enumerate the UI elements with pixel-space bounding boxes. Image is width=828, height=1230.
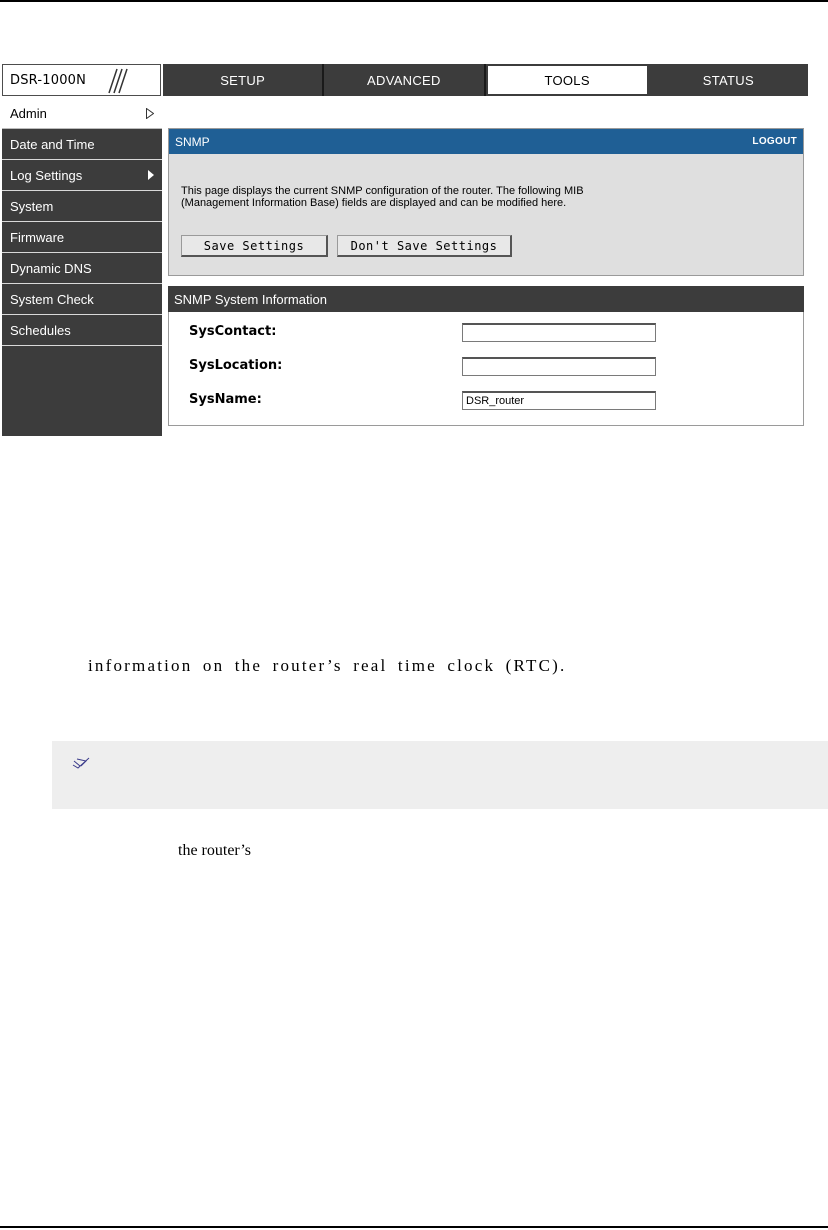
tab-setup[interactable]: SETUP	[163, 64, 324, 96]
page-top-rule	[0, 0, 828, 2]
sidebar-item-label: Date and Time	[10, 136, 95, 152]
sidebar-item-system[interactable]	[2, 191, 162, 222]
sidebar-item-date-time[interactable]	[2, 129, 162, 160]
router-ui-screenshot	[2, 64, 808, 436]
slash-logo-icon	[107, 67, 129, 95]
document-text-fragment: the router’s	[178, 842, 252, 859]
panel-description: This page displays the current SNMP configuration of the router. The following MIB (Management Information Base) fields are displayed and can be modified here.	[181, 185, 584, 209]
sidebar-item-firmware[interactable]	[2, 222, 162, 253]
sidebar-item-label: Log Settings	[10, 167, 83, 183]
model-name: DSR-1000N	[10, 73, 87, 88]
tab-tools[interactable]: TOOLS	[486, 64, 649, 96]
sidebar-item-label: System	[10, 198, 54, 214]
pencil-note-icon	[72, 756, 90, 770]
syscontact-label: SysContact:	[189, 324, 277, 339]
sidebar-item-admin[interactable]	[2, 98, 162, 129]
tab-advanced[interactable]: ADVANCED	[324, 64, 485, 96]
syslocation-input[interactable]	[462, 357, 656, 376]
note-box	[52, 741, 828, 809]
snmp-panel	[168, 128, 804, 276]
sidebar-item-label: Firmware	[10, 229, 65, 245]
sidebar-item-label: Dynamic DNS	[10, 260, 92, 276]
section-title: SNMP System Information	[168, 286, 804, 312]
document-text-rtc: information on the router’s real time clock (RTC).	[88, 656, 567, 675]
sysname-label: SysName:	[189, 392, 262, 407]
sidebar	[2, 98, 162, 436]
syscontact-input[interactable]	[462, 323, 656, 342]
sysname-input[interactable]	[462, 391, 656, 410]
save-settings-button[interactable]: Save Settings	[181, 235, 328, 257]
page-title: SNMP	[175, 134, 210, 149]
logout-link[interactable]: LOGOUT	[752, 136, 797, 147]
chevron-right-icon	[148, 170, 154, 180]
sidebar-item-schedules[interactable]	[2, 315, 162, 346]
sidebar-item-system-check[interactable]	[2, 284, 162, 315]
sidebar-item-label: Schedules	[10, 322, 71, 338]
sidebar-item-label: Admin	[10, 105, 47, 121]
syslocation-label: SysLocation:	[189, 358, 283, 373]
snmp-system-info-section	[168, 286, 804, 426]
sidebar-item-log-settings[interactable]	[2, 160, 162, 191]
sidebar-item-label: System Check	[10, 291, 94, 307]
main-tabs	[163, 64, 808, 96]
chevron-right-outline-icon	[146, 108, 154, 119]
page-bottom-rule	[0, 1226, 828, 1228]
tab-status[interactable]: STATUS	[649, 64, 808, 96]
dont-save-settings-button[interactable]: Don't Save Settings	[337, 235, 512, 257]
panel-header	[169, 129, 803, 154]
model-logo	[2, 64, 161, 96]
sidebar-item-dynamic-dns[interactable]	[2, 253, 162, 284]
